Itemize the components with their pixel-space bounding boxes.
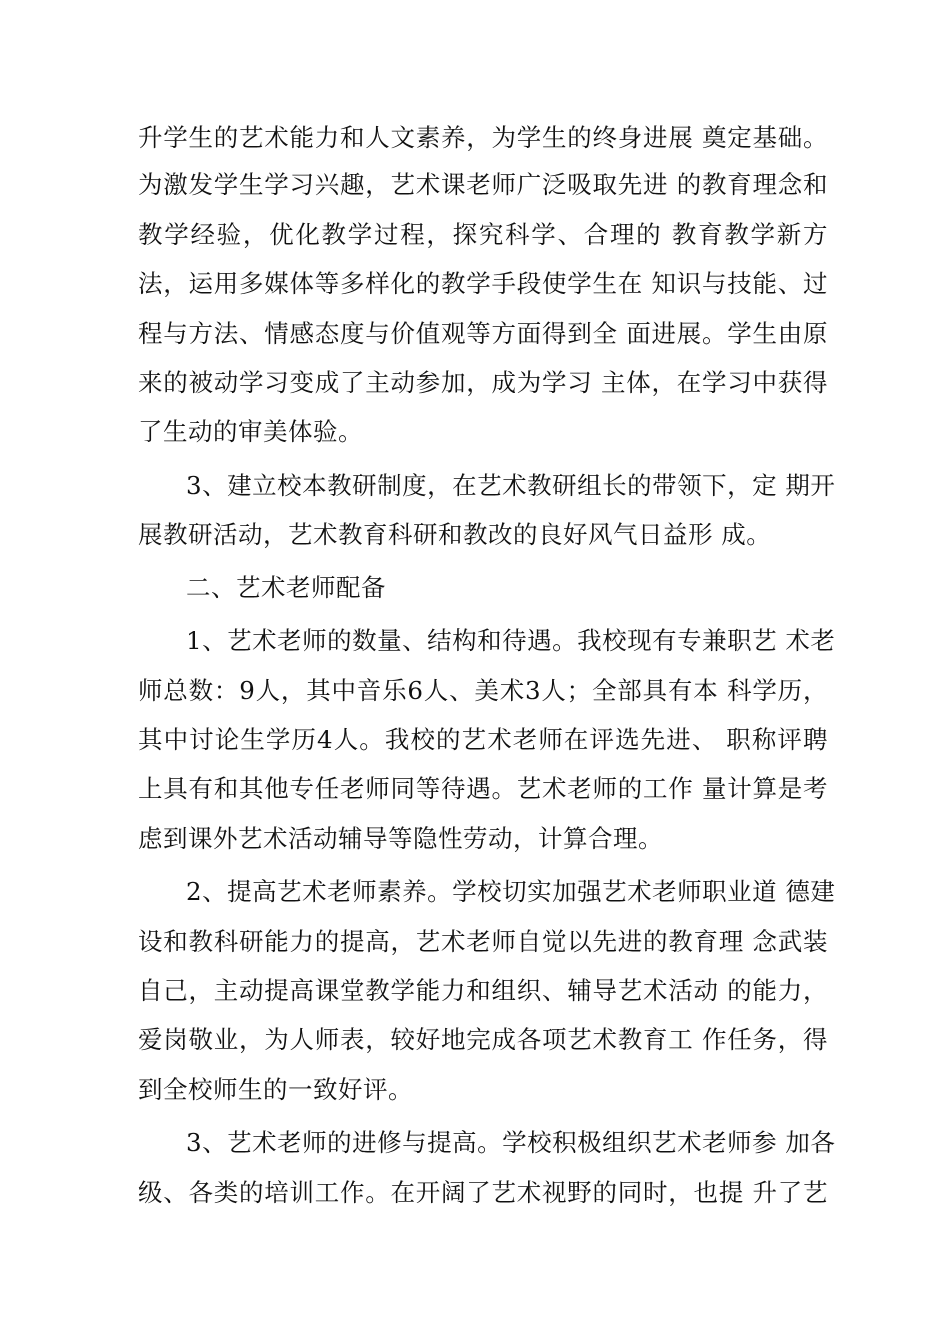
text-line: 爱岗敬业，为人师表，较好地完成各项艺术教育工 作任务，得 — [138, 1025, 828, 1054]
text-line: 3、建立校本教研制度，在艺术教研组长的带领下，定 期开 — [186, 471, 836, 500]
text-line: 3、艺术老师的进修与提高。学校积极组织艺术老师参 加各 — [186, 1128, 836, 1157]
text-line: 虑到课外艺术活动辅导等隐性劳动，计算合理。 — [138, 824, 663, 853]
text-line: 来的被动学习变成了主动参加，成为学习 主体，在学习中获得 — [138, 368, 828, 397]
text-line: 级、各类的培训工作。在开阔了艺术视野的同时，也提 升了艺 — [138, 1178, 828, 1207]
text-line: 教学经验，优化教学过程，探究科学、合理的 教育教学新方 — [138, 220, 828, 249]
text-line: 其中讨论生学历4人。我校的艺术老师在评选先进、 职称评聘 — [138, 725, 828, 754]
text-line: 展教研活动，艺术教育科研和教改的良好风气日益形 成。 — [138, 520, 772, 549]
text-line: 为激发学生学习兴趣，艺术课老师广泛吸取先进 的教育理念和 — [138, 170, 828, 199]
text-line: 1、艺术老师的数量、结构和待遇。我校现有专兼职艺 术老 — [186, 626, 836, 655]
text-line: 到全校师生的一致好评。 — [138, 1075, 413, 1104]
text-line: 法，运用多媒体等多样化的教学手段使学生在 知识与技能、过 — [138, 269, 828, 298]
text-line: 上具有和其他专任老师同等待遇。艺术老师的工作 量计算是考 — [138, 774, 828, 803]
text-line: 设和教科研能力的提高，艺术老师自觉以先进的教育理 念武装 — [138, 927, 828, 956]
text-line: 了生动的审美体验。 — [138, 417, 363, 446]
text-line: 自己，主动提高课堂教学能力和组织、辅导艺术活动 的能力， — [138, 976, 828, 1005]
text-line: 升学生的艺术能力和人文素养，为学生的终身进展 奠定基础。 — [138, 123, 828, 152]
text-line: 2、提高艺术老师素养。学校切实加强艺术老师职业道 德建 — [186, 877, 836, 906]
text-line: 程与方法、情感态度与价值观等方面得到全 面进展。学生由原 — [138, 319, 828, 348]
section-heading: 二、艺术老师配备 — [186, 573, 386, 602]
text-line: 师总数：9人，其中音乐6人、美术3人；全部具有本 科学历， — [138, 676, 828, 705]
